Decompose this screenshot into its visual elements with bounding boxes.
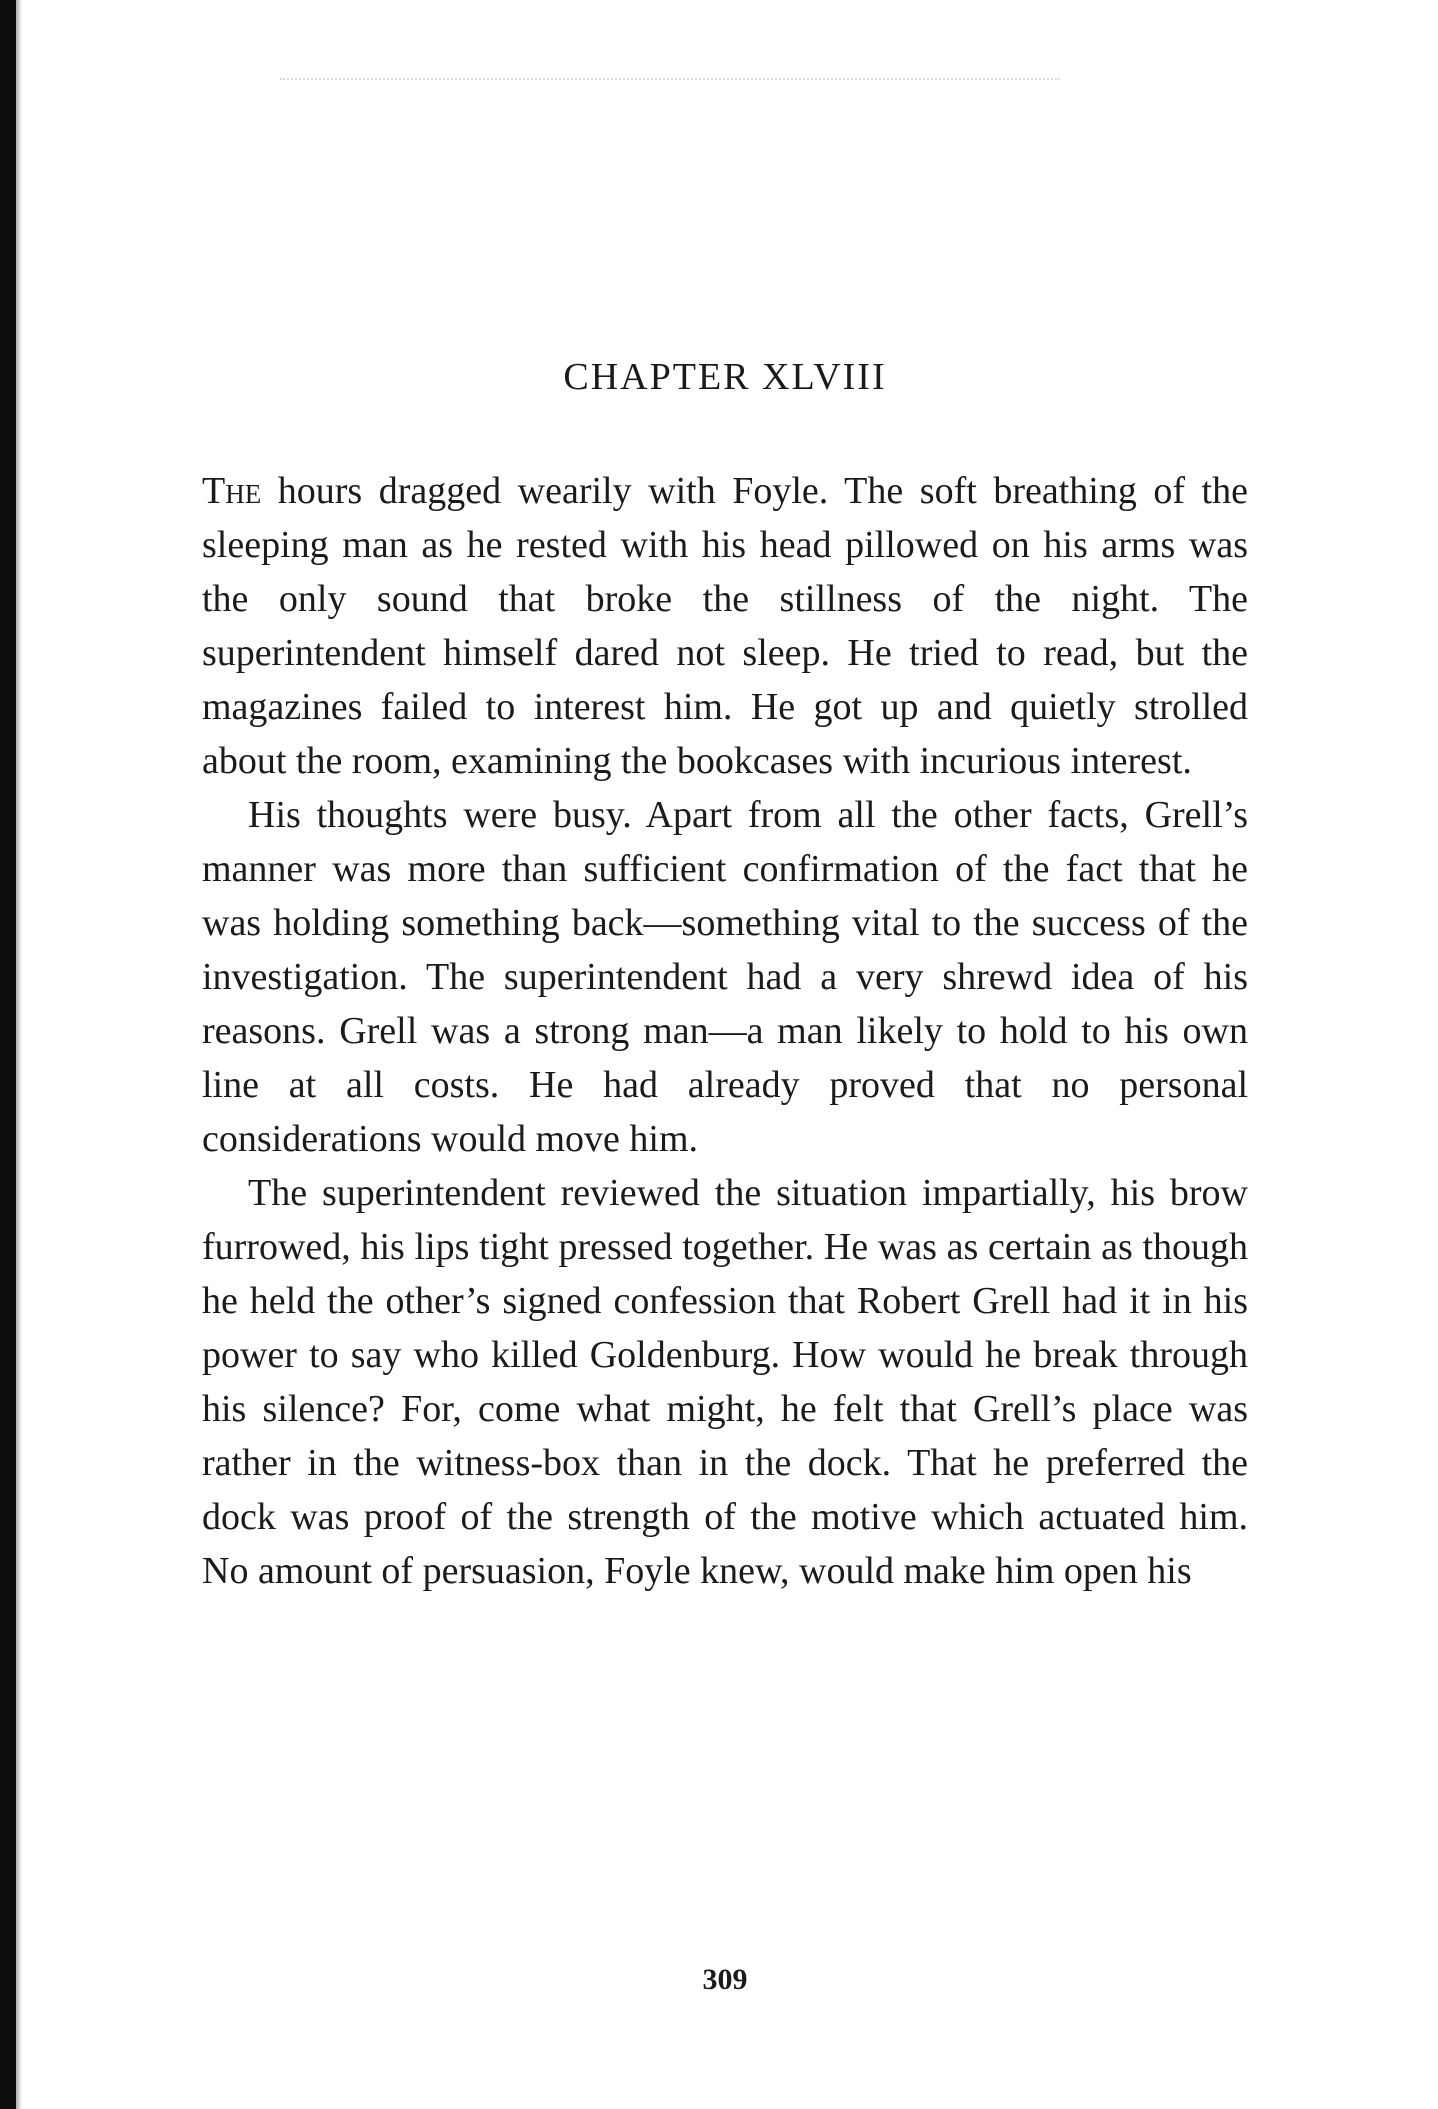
page-number: 309 — [702, 1963, 748, 1996]
spine-shadow — [16, 0, 22, 2109]
paragraph-1-text: hours dragged wearily with Foyle. The soft breathing of the sleeping man as he rested with his head pillowed on his arms was the only sound that broke the stillness of the night. The superintendent himself dared not sleep. He tried to read, but the magazines failed to interest him. He got up and quietly strolled about the room, examining the bookcases with incurious interest. — [202, 470, 1248, 782]
chapter-title: CHAPTER XLVIII — [563, 356, 887, 398]
paragraph-lead-word: The — [202, 470, 262, 512]
paragraph-3: The superintendent reviewed the situation impartially, his brow furrowed, his lips tight pressed together. He was as certain as though he held the other’s signed confession that Robert Grell had it in his power to say who killed Goldenburg. How would he break through his silence? For, come what might, he felt that Grell’s place was rather in the witness-box than in the dock. That he preferred the dock was proof of the strength of the motive which actuated him. No amount of persuasion, Foyle knew, would make him open his — [202, 1172, 1248, 1592]
paragraph-2: His thoughts were busy. Apart from all the other facts, Grell’s manner was more than sufficient confirmation of the fact that he was holding something back—something vital to the success of the investigation. The superintendent had a very shrewd idea of his reasons. Grell was a strong man—a man likely to hold to his own line at all costs. He had already proved that no personal considerations would move him. — [202, 794, 1248, 1160]
scan-specks — [280, 78, 1060, 88]
body-text — [202, 464, 1248, 1598]
book-spine-edge — [0, 0, 16, 2109]
paragraph-1 — [202, 464, 1248, 788]
